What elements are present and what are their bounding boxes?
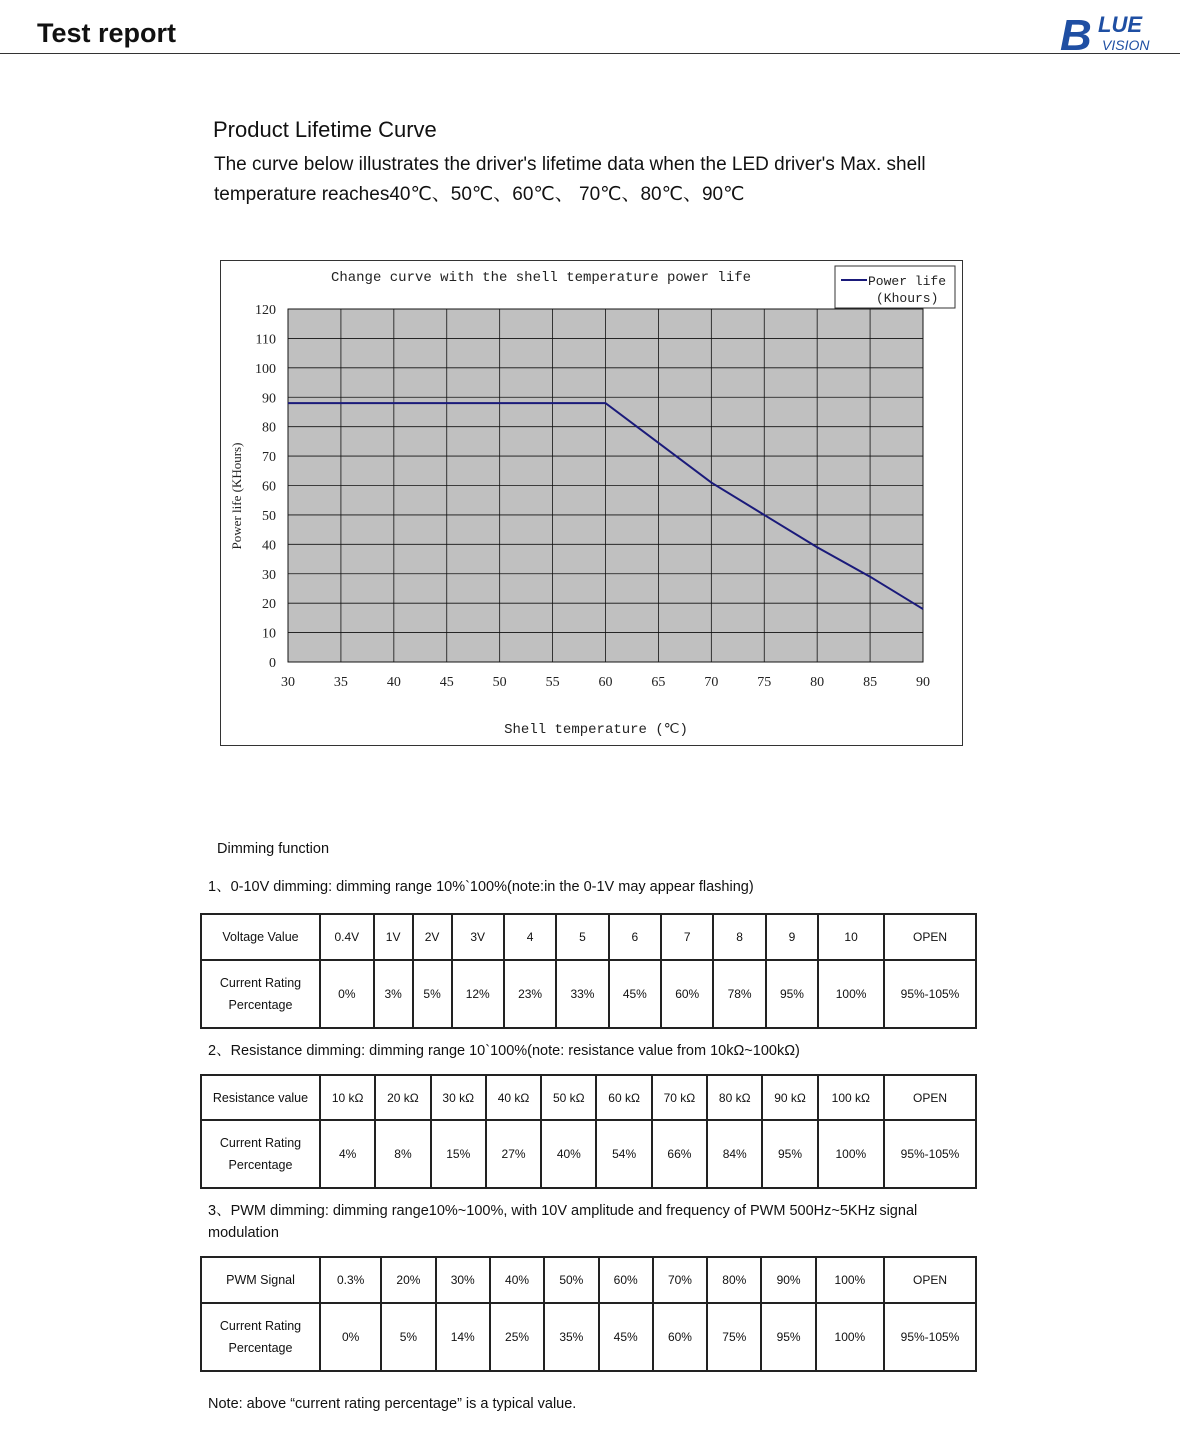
table-row: [201, 960, 976, 1028]
y-tick-label: 120: [255, 303, 276, 318]
row-header: [201, 960, 320, 1028]
table-cell: 90 kΩ: [762, 1075, 817, 1120]
y-tick-label: 10: [262, 626, 276, 642]
table-cell: 10: [818, 914, 884, 960]
table-cell: 100%: [816, 1303, 884, 1371]
table-cell: 9: [766, 914, 818, 960]
table-cell: 1V: [374, 914, 413, 960]
table-row: [201, 1120, 976, 1188]
pwm-dimming-table: [200, 1256, 977, 1372]
table-cell: 40 kΩ: [486, 1075, 541, 1120]
table-cell: 45%: [599, 1303, 653, 1371]
table-cell: 7: [661, 914, 713, 960]
table-cell: 70 kΩ: [652, 1075, 707, 1120]
table-cell: 0.4V: [320, 914, 374, 960]
x-tick-label: 50: [492, 675, 507, 690]
table-cell: 50 kΩ: [541, 1075, 596, 1120]
footer-note: Note: above “current rating percentage” is a typical value.: [208, 1396, 577, 1412]
table-cell: 100 kΩ: [818, 1075, 884, 1120]
table-cell: 100%: [816, 1257, 884, 1303]
table-cell: 95%: [761, 1303, 815, 1371]
y-tick-label: 70: [262, 450, 276, 466]
table-cell: 60%: [661, 960, 713, 1028]
row-header: Voltage Value: [201, 914, 320, 960]
y-tick-label: 50: [262, 508, 276, 524]
table-cell: OPEN: [884, 914, 976, 960]
y-tick-label: 0: [269, 656, 276, 671]
y-tick-label: 30: [262, 567, 276, 583]
table-cell: 84%: [707, 1120, 762, 1188]
table-cell: 100%: [818, 960, 884, 1028]
table-cell: 70%: [653, 1257, 707, 1303]
page-header-title: Test report: [37, 18, 177, 48]
row-header: [201, 1303, 320, 1371]
table-cell: 5: [556, 914, 608, 960]
table-cell: 0.3%: [320, 1257, 381, 1303]
y-axis-label: Power life (KHours): [229, 442, 244, 550]
table-cell: 12%: [452, 960, 504, 1028]
table-cell: 30%: [436, 1257, 490, 1303]
table-cell: 20 kΩ: [375, 1075, 430, 1120]
section-title: Product Lifetime Curve: [213, 117, 437, 142]
y-tick-label: 110: [255, 332, 276, 348]
dimming-title: Dimming function: [217, 841, 330, 857]
x-tick-label: 85: [863, 675, 878, 690]
row-header: [201, 1120, 320, 1188]
y-tick-label: 40: [262, 538, 276, 554]
table-cell: 40%: [490, 1257, 544, 1303]
x-tick-label: 45: [439, 675, 454, 690]
table-cell: 60%: [599, 1257, 653, 1303]
dimming-note-0-10v: 1、0-10V dimming: dimming range 10%`100%(note:in the 0-1V may appear flashing): [208, 879, 754, 895]
header-divider: [0, 53, 1180, 54]
chart-legend: [835, 266, 955, 308]
logo-text-bottom: VISION: [1102, 37, 1150, 53]
x-tick-label: 35: [333, 675, 348, 690]
row-header-line: Current Rating: [219, 976, 302, 990]
table-cell: 80%: [707, 1257, 761, 1303]
dimming-note-resistance: 2、Resistance dimming: dimming range 10`100%(note: resistance value from 10kΩ~100kΩ): [208, 1043, 800, 1059]
table-cell: 50%: [544, 1257, 598, 1303]
table-cell: 4%: [320, 1120, 375, 1188]
table-cell: 35%: [544, 1303, 598, 1371]
table-cell: 100%: [818, 1120, 884, 1188]
table-cell: 3V: [452, 914, 504, 960]
table-cell: 95%: [762, 1120, 817, 1188]
table-cell: OPEN: [884, 1075, 976, 1120]
table-cell: 27%: [486, 1120, 541, 1188]
table-cell: 95%-105%: [884, 1303, 976, 1371]
lifetime-chart-svg: [221, 261, 962, 745]
table-cell: 40%: [541, 1120, 596, 1188]
table-cell: 2V: [413, 914, 452, 960]
table-cell: 5%: [413, 960, 452, 1028]
table-row: [201, 1257, 976, 1303]
table-cell: 95%-105%: [884, 1120, 976, 1188]
table-cell: 0%: [320, 1303, 381, 1371]
x-tick-label: 55: [545, 675, 560, 690]
y-tick-label: 20: [262, 597, 276, 613]
x-axis-label: Shell temperature (℃): [504, 722, 688, 738]
table-cell: 8%: [375, 1120, 430, 1188]
x-tick-label: 90: [916, 675, 930, 690]
table-row: [201, 914, 976, 960]
table-cell: 14%: [436, 1303, 490, 1371]
lifetime-chart: [220, 260, 963, 746]
table-cell: 95%: [766, 960, 818, 1028]
logo-text-top: LUE: [1098, 12, 1142, 37]
resistance-dimming-table: [200, 1074, 977, 1189]
table-cell: 54%: [596, 1120, 651, 1188]
y-tick-label: 90: [262, 391, 276, 407]
table-cell: 33%: [556, 960, 608, 1028]
row-header-line: Percentage: [228, 1158, 293, 1172]
table-cell: 60%: [653, 1303, 707, 1371]
y-tick-label: 60: [262, 479, 276, 495]
table-cell: 45%: [609, 960, 661, 1028]
row-header-line: Percentage: [228, 998, 293, 1012]
table-cell: 78%: [713, 960, 765, 1028]
table-cell: 8: [713, 914, 765, 960]
x-tick-label: 70: [704, 675, 719, 690]
table-cell: 23%: [504, 960, 556, 1028]
voltage-dimming-table: [200, 913, 977, 1029]
legend-label-line2: (Khours): [876, 291, 939, 306]
x-tick-label: 60: [598, 675, 613, 690]
table-cell: 30 kΩ: [431, 1075, 486, 1120]
y-tick-label: 80: [262, 420, 276, 436]
x-tick-label: 40: [386, 675, 401, 690]
x-tick-label: 80: [810, 675, 825, 690]
table-cell: 20%: [381, 1257, 435, 1303]
y-tick-label: 100: [255, 361, 276, 377]
table-cell: 95%-105%: [884, 960, 976, 1028]
row-header-line: Current Rating: [219, 1136, 302, 1150]
table-cell: 75%: [707, 1303, 761, 1371]
table-cell: 80 kΩ: [707, 1075, 762, 1120]
table-cell: 60 kΩ: [596, 1075, 651, 1120]
table-row: [201, 1075, 976, 1120]
section-description: The curve below illustrates the driver's lifetime data when the LED driver's Max. shell temperature reaches40℃、50℃、60℃、 70℃、80℃、90℃: [214, 154, 926, 205]
table-cell: 25%: [490, 1303, 544, 1371]
table-cell: OPEN: [884, 1257, 976, 1303]
row-header: PWM Signal: [201, 1257, 320, 1303]
dimming-note-pwm: 3、PWM dimming: dimming range10%~100%, with 10V amplitude and frequency of PWM 500Hz~5KHz signal modulation: [208, 1203, 918, 1241]
table-cell: 0%: [320, 960, 374, 1028]
row-header: Resistance value: [201, 1075, 320, 1120]
table-cell: 3%: [374, 960, 413, 1028]
legend-label-line1: Power life: [868, 274, 947, 289]
table-cell: 6: [609, 914, 661, 960]
table-cell: 15%: [431, 1120, 486, 1188]
table-cell: 5%: [381, 1303, 435, 1371]
table-cell: 90%: [761, 1257, 815, 1303]
table-cell: 66%: [652, 1120, 707, 1188]
row-header-line: Percentage: [228, 1341, 293, 1355]
x-tick-label: 30: [281, 675, 295, 690]
table-cell: 10 kΩ: [320, 1075, 375, 1120]
table-cell: 4: [504, 914, 556, 960]
chart-title: Change curve with the shell temperature power life: [330, 270, 752, 286]
x-tick-label: 75: [757, 675, 772, 690]
logo-letter: B: [1060, 11, 1092, 56]
x-tick-label: 65: [651, 675, 666, 690]
row-header-line: Current Rating: [219, 1319, 302, 1333]
brand-logo: [1058, 8, 1168, 56]
table-row: [201, 1303, 976, 1371]
